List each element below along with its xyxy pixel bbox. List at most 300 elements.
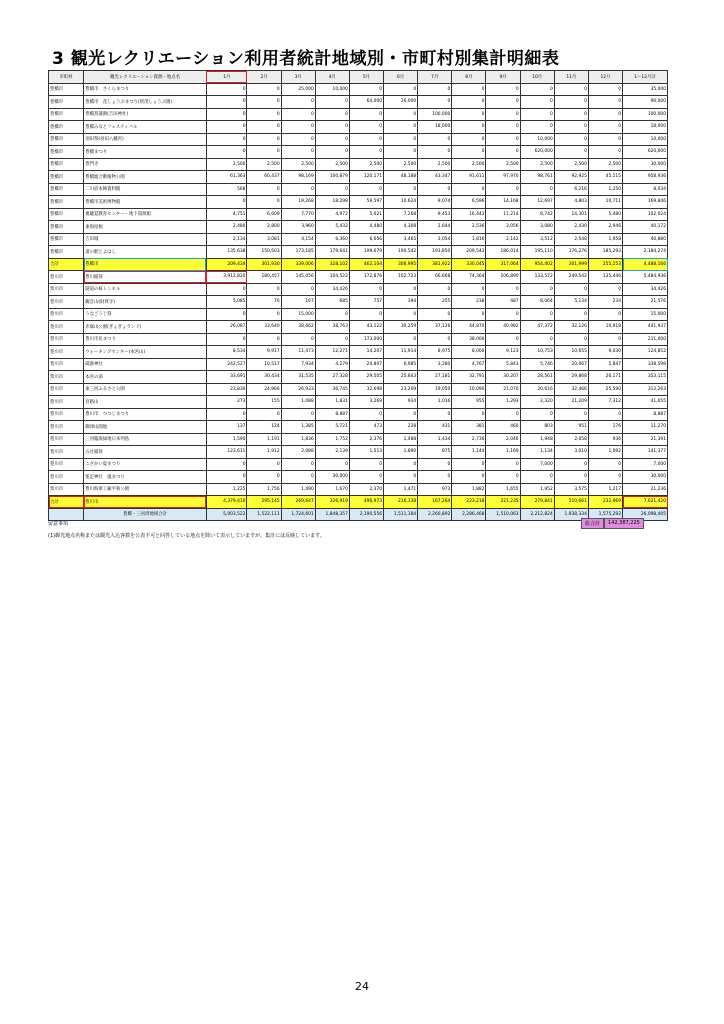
value-cell: 0: [349, 408, 383, 421]
value-cell: 19,268: [281, 196, 315, 209]
value-cell: 3,056: [486, 221, 520, 234]
value-cell: 685: [315, 296, 349, 309]
value-cell: 223,218: [452, 496, 486, 509]
value-cell: 2,500: [349, 158, 383, 171]
value-cell: 0: [384, 146, 418, 159]
value-cell: 328,102: [315, 258, 349, 271]
value-cell: 8,887: [315, 408, 349, 421]
city-cell: 豊橋市: [49, 171, 84, 184]
value-cell: 4,972: [315, 208, 349, 221]
value-cell: 0: [554, 458, 588, 471]
value-cell: 7,770: [281, 208, 315, 221]
page-number: 24: [355, 980, 369, 993]
value-cell: 5,721: [315, 421, 349, 434]
value-cell: 1,088: [281, 396, 315, 409]
value-cell: 26,098,405: [623, 508, 668, 521]
value-cell: 0: [486, 96, 520, 109]
value-cell: 1,831: [315, 396, 349, 409]
value-cell: 0: [486, 133, 520, 146]
value-cell: 2,376: [349, 433, 383, 446]
value-cell: 0: [486, 471, 520, 484]
value-cell: 0: [418, 183, 452, 196]
value-cell: 135,446: [588, 271, 622, 284]
table-header-row: [49, 71, 668, 84]
value-cell: 173,185: [281, 246, 315, 259]
value-cell: 216,138: [384, 496, 418, 509]
value-cell: 4,767: [452, 358, 486, 371]
value-cell: 0: [520, 333, 554, 346]
grand-total-value: 142,387,225: [604, 518, 644, 529]
value-cell: 2,212,824: [520, 508, 554, 521]
value-cell: 1,958: [588, 233, 622, 246]
value-cell: 106,890: [486, 271, 520, 284]
value-cell: 568: [206, 183, 247, 196]
value-cell: 2,644: [418, 221, 452, 234]
spot-name-cell: うなごうじ祭: [84, 308, 207, 321]
value-cell: 0: [281, 183, 315, 196]
value-cell: 0: [349, 471, 383, 484]
value-cell: 2,500: [418, 158, 452, 171]
city-cell: 豊川市: [49, 433, 84, 446]
spot-name-cell: 隧道の桜トンネル: [84, 283, 207, 296]
value-cell: 0: [247, 108, 281, 121]
table-row: [49, 121, 668, 134]
value-cell: 0: [520, 408, 554, 421]
value-cell: 0: [588, 133, 622, 146]
value-cell: 3,280: [418, 358, 452, 371]
spot-name-cell: 豊川市民まつり: [84, 333, 207, 346]
value-cell: 0: [384, 471, 418, 484]
value-cell: 0: [486, 458, 520, 471]
city-cell: 豊川市: [49, 471, 84, 484]
value-cell: 0: [452, 183, 486, 196]
value-cell: 5,432: [315, 221, 349, 234]
value-cell: 2,430: [554, 221, 588, 234]
value-cell: 5,480: [588, 208, 622, 221]
value-cell: 0: [418, 146, 452, 159]
table-row: [49, 483, 668, 496]
subtotal-row: [49, 496, 668, 509]
value-cell: 2,134: [206, 233, 247, 246]
spot-name-cell: 東三河ふるさと公園: [84, 383, 207, 396]
table-row: [49, 108, 668, 121]
value-cell: 3,010: [554, 446, 588, 459]
spot-name-cell: 豊橋・三河湾地域合計: [84, 508, 207, 521]
value-cell: 0: [206, 108, 247, 121]
city-cell: 豊橋市: [49, 133, 84, 146]
value-cell: 11,270: [623, 421, 668, 434]
value-cell: 5,134: [554, 296, 588, 309]
value-cell: 100,000: [418, 108, 452, 121]
value-cell: 0: [418, 96, 452, 109]
spot-name-cell: 豊門寺: [84, 158, 207, 171]
value-cell: 61,363: [206, 171, 247, 184]
value-cell: 167: [281, 296, 315, 309]
spot-name-cell: 視聴覚教育センター・地下資源館: [84, 208, 207, 221]
value-cell: 958,936: [623, 171, 668, 184]
value-cell: 141,377: [623, 446, 668, 459]
value-cell: 0: [247, 458, 281, 471]
table-row: [49, 246, 668, 259]
value-cell: 2,500: [588, 158, 622, 171]
value-cell: 0: [452, 83, 486, 96]
table-row: [49, 296, 668, 309]
value-cell: 27,328: [315, 371, 349, 384]
value-cell: 462,104: [349, 258, 383, 271]
value-cell: 0: [247, 308, 281, 321]
value-cell: 11,214: [486, 208, 520, 221]
city-cell: 豊橋市: [49, 233, 84, 246]
value-cell: 0: [486, 83, 520, 96]
value-cell: 0: [588, 333, 622, 346]
value-cell: 0: [281, 283, 315, 296]
value-cell: 2,536: [452, 221, 486, 234]
value-cell: 353,115: [623, 371, 668, 384]
value-cell: 0: [418, 83, 452, 96]
spot-name-cell: 本宮の湯: [84, 371, 207, 384]
value-cell: 18,298: [315, 196, 349, 209]
value-cell: 238: [452, 296, 486, 309]
column-header: 6月: [384, 71, 418, 84]
value-cell: 0: [486, 146, 520, 159]
value-cell: 3,080: [520, 221, 554, 234]
value-cell: 102,024: [623, 208, 668, 221]
value-cell: 4,480: [349, 221, 383, 234]
value-cell: 0: [384, 108, 418, 121]
value-cell: 0: [554, 308, 588, 321]
value-cell: 1,752: [315, 433, 349, 446]
city-cell: 豊川市: [49, 371, 84, 384]
grand-total-box: [581, 518, 644, 529]
value-cell: 98,761: [520, 171, 554, 184]
value-cell: 23,209: [384, 383, 418, 396]
spot-name-cell: 豊橋まつり: [84, 146, 207, 159]
value-cell: 1,655: [486, 483, 520, 496]
table-row: [49, 321, 668, 334]
value-cell: 620,000: [520, 146, 554, 159]
value-cell: 1,513: [349, 446, 383, 459]
city-cell: 豊川市: [49, 483, 84, 496]
value-cell: 38,763: [315, 321, 349, 334]
spot-name-cell: 宮路山: [84, 396, 207, 409]
value-cell: 0: [206, 96, 247, 109]
value-cell: 0: [206, 83, 247, 96]
value-cell: 2,286,468: [452, 508, 486, 521]
city-cell: 豊川市: [49, 283, 84, 296]
value-cell: 5,843: [486, 358, 520, 371]
value-cell: 0: [520, 471, 554, 484]
city-cell: 豊川市: [49, 358, 84, 371]
value-cell: 0: [349, 121, 383, 134]
value-cell: 20,067: [554, 358, 588, 371]
value-cell: 2,142: [486, 233, 520, 246]
value-cell: 3,575: [554, 483, 588, 496]
value-cell: 32,791: [452, 371, 486, 384]
value-cell: 1,836: [281, 433, 315, 446]
value-cell: 0: [554, 333, 588, 346]
page-title: 3 観光レクリエーション利用者統計地域別・市町村別集計明細表: [52, 49, 560, 69]
spot-name-cell: 豊橋みなとフェスティバル: [84, 121, 207, 134]
value-cell: 0: [588, 283, 622, 296]
spot-name-cell: 東海屋根: [84, 221, 207, 234]
column-header: 7月: [418, 71, 452, 84]
value-cell: 90,000: [623, 96, 668, 109]
value-cell: 7,621,420: [623, 496, 668, 509]
value-cell: 2,500: [452, 158, 486, 171]
value-cell: 10,517: [247, 358, 281, 371]
value-cell: 0: [206, 458, 247, 471]
value-cell: 23,830: [206, 383, 247, 396]
value-cell: 0: [486, 183, 520, 196]
table-row: [49, 421, 668, 434]
value-cell: 2,139: [315, 446, 349, 459]
value-cell: 381,922: [418, 258, 452, 271]
value-cell: 6,216: [554, 183, 588, 196]
value-cell: 37,126: [418, 321, 452, 334]
value-cell: 6,985: [384, 358, 418, 371]
value-cell: 193,850: [418, 246, 452, 259]
value-cell: 2,260,892: [418, 508, 452, 521]
value-cell: 0: [384, 133, 418, 146]
city-cell: 豊川市: [49, 446, 84, 459]
city-cell: 豊川市: [49, 308, 84, 321]
table-row: [49, 308, 668, 321]
value-cell: 16,443: [452, 208, 486, 221]
value-cell: 330,045: [452, 258, 486, 271]
value-cell: 0: [588, 308, 622, 321]
value-cell: 97,970: [486, 171, 520, 184]
notes: [48, 518, 325, 542]
value-cell: 0: [452, 408, 486, 421]
value-cell: 228: [384, 421, 418, 434]
value-cell: 0: [281, 108, 315, 121]
value-cell: 5,484,936: [623, 271, 668, 284]
value-cell: 0: [418, 308, 452, 321]
spot-name-cell: 道の駅とよはし: [84, 246, 207, 259]
value-cell: 0: [554, 283, 588, 296]
spot-name-cell: 吉田城: [84, 233, 207, 246]
value-cell: 1,882: [452, 483, 486, 496]
value-cell: 7,312: [588, 396, 622, 409]
value-cell: 40,172: [623, 221, 668, 234]
value-cell: 381: [452, 421, 486, 434]
column-header: 3月: [281, 71, 315, 84]
city-cell: 豊橋市: [49, 246, 84, 259]
table-row: [49, 208, 668, 221]
value-cell: 7,268: [384, 208, 418, 221]
value-cell: 36,745: [315, 383, 349, 396]
value-cell: 460: [486, 421, 520, 434]
value-cell: 133,572: [520, 271, 554, 284]
value-cell: 620,000: [623, 146, 668, 159]
value-cell: 2,500: [486, 158, 520, 171]
value-cell: 21,391: [623, 433, 668, 446]
value-cell: 0: [452, 458, 486, 471]
value-cell: 0: [247, 121, 281, 134]
value-cell: 0: [247, 333, 281, 346]
value-cell: 135,638: [206, 246, 247, 259]
value-cell: 0: [554, 121, 588, 134]
value-cell: 0: [486, 408, 520, 421]
value-cell: 0: [384, 283, 418, 296]
value-cell: 0: [315, 333, 349, 346]
column-header: 1～12月計: [623, 71, 668, 84]
value-cell: 0: [486, 121, 520, 134]
value-cell: 0: [384, 308, 418, 321]
table-row: [49, 433, 668, 446]
city-cell: 豊川市: [49, 396, 84, 409]
value-cell: 2,500: [384, 158, 418, 171]
value-cell: 120,171: [349, 171, 383, 184]
value-cell: 0: [281, 333, 315, 346]
city-cell: 豊橋市: [49, 96, 84, 109]
value-cell: 2,500: [247, 158, 281, 171]
value-cell: 3,465: [384, 233, 418, 246]
value-cell: 1,948: [520, 433, 554, 446]
value-cell: 150,503: [247, 246, 281, 259]
value-cell: 0: [554, 408, 588, 421]
subtotal-row: [49, 258, 668, 271]
table-row: [49, 408, 668, 421]
value-cell: 43,122: [349, 321, 383, 334]
value-cell: 0: [554, 471, 588, 484]
value-cell: 35,000: [623, 83, 668, 96]
column-header: 10月: [520, 71, 554, 84]
table-row: [49, 346, 668, 359]
value-cell: 30,000: [315, 471, 349, 484]
value-cell: 0: [588, 458, 622, 471]
city-cell: 豊橋市: [49, 183, 84, 196]
value-cell: 155: [247, 396, 281, 409]
value-cell: 0: [418, 333, 452, 346]
notes-line: (1)観光地点名称または観光入込客数を公表不可と回答している地点を除いて表示していますが、集計には反映しています。: [48, 533, 325, 539]
city-cell: 豊川市: [49, 321, 84, 334]
value-cell: 8,000: [452, 346, 486, 359]
value-cell: 0: [281, 96, 315, 109]
value-cell: 301,999: [554, 258, 588, 271]
value-cell: 955: [452, 396, 486, 409]
value-cell: 0: [315, 308, 349, 321]
value-cell: 0: [588, 121, 622, 134]
value-cell: 255,253: [588, 258, 622, 271]
value-cell: 4,154: [281, 233, 315, 246]
value-cell: 973: [418, 483, 452, 496]
value-cell: 0: [520, 83, 554, 96]
value-cell: 180,457: [247, 271, 281, 284]
value-cell: 28,561: [520, 371, 554, 384]
value-cell: 0: [247, 471, 281, 484]
value-cell: 0: [554, 96, 588, 109]
value-cell: 1,522,111: [247, 508, 281, 521]
value-cell: 1,890: [384, 446, 418, 459]
city-cell: 豊川市: [49, 333, 84, 346]
value-cell: 10,000: [520, 133, 554, 146]
value-cell: 8,742: [520, 208, 554, 221]
value-cell: 0: [452, 133, 486, 146]
value-cell: 20,616: [520, 383, 554, 396]
city-cell: 豊川市: [49, 408, 84, 421]
city-cell: 豊川市: [49, 346, 84, 359]
spot-name-cell: 豊川市: [84, 496, 207, 509]
column-header: 9月: [486, 71, 520, 84]
value-cell: 102,723: [384, 271, 418, 284]
value-cell: 33,691: [206, 371, 247, 384]
value-cell: 21,209: [554, 396, 588, 409]
value-cell: 91,611: [452, 171, 486, 184]
column-header: 1月: [206, 71, 247, 84]
table-row: [49, 83, 668, 96]
value-cell: 0: [418, 283, 452, 296]
value-cell: 0: [315, 146, 349, 159]
value-cell: 431: [418, 421, 452, 434]
value-cell: 7,000: [520, 458, 554, 471]
spot-name-cell: 羽田祭(羽田八幡宮): [84, 133, 207, 146]
value-cell: 2,500: [315, 158, 349, 171]
value-cell: 5,746: [520, 358, 554, 371]
value-cell: 0: [206, 146, 247, 159]
value-cell: 2,190,556: [349, 508, 383, 521]
value-cell: 9,453: [418, 208, 452, 221]
value-cell: 1,590: [206, 433, 247, 446]
value-cell: 0: [206, 333, 247, 346]
table-row: [49, 233, 668, 246]
value-cell: 2,480: [206, 221, 247, 234]
value-cell: 0: [384, 458, 418, 471]
city-cell: 豊橋市: [49, 146, 84, 159]
value-cell: 441,937: [623, 321, 668, 334]
spot-name-cell: 赤塚山公園(ぎょぎょランド): [84, 321, 207, 334]
value-cell: 2,370: [349, 483, 383, 496]
table-row: [49, 171, 668, 184]
value-cell: 44,870: [452, 321, 486, 334]
value-cell: 123,611: [206, 446, 247, 459]
spot-name-cell: 二川宿本陣資料館: [84, 183, 207, 196]
value-cell: 1,952: [520, 483, 554, 496]
value-cell: 18,000: [418, 121, 452, 134]
value-cell: 875: [418, 446, 452, 459]
city-cell: 合計: [49, 496, 84, 509]
spot-name-cell: 豊川市 つつじまつり: [84, 408, 207, 421]
value-cell: 45,115: [588, 171, 622, 184]
value-cell: 0: [206, 121, 247, 134]
value-cell: 273: [206, 396, 247, 409]
value-cell: 176: [588, 421, 622, 434]
value-cell: 0: [281, 458, 315, 471]
table-row: [49, 358, 668, 371]
value-cell: 0: [247, 196, 281, 209]
value-cell: 0: [349, 133, 383, 146]
value-cell: 1,293: [486, 396, 520, 409]
value-cell: 8,887: [623, 408, 668, 421]
value-cell: 1,217: [588, 483, 622, 496]
value-cell: 32,466: [554, 383, 588, 396]
value-cell: 301,930: [247, 258, 281, 271]
table-row: [49, 458, 668, 471]
value-cell: 221,235: [486, 496, 520, 509]
value-cell: 8,975: [418, 346, 452, 359]
value-cell: 48,188: [384, 171, 418, 184]
value-cell: 29,868: [554, 371, 588, 384]
spot-name-cell: 豊橋市 さくらまつり: [84, 83, 207, 96]
value-cell: 0: [588, 146, 622, 159]
city-cell: 豊川市: [49, 296, 84, 309]
value-cell: 269,647: [281, 496, 315, 509]
value-cell: 5,003,522: [206, 508, 247, 521]
city-cell: 豊橋市: [49, 196, 84, 209]
table-row: [49, 383, 668, 396]
value-cell: 1,169: [486, 446, 520, 459]
statistics-table: [48, 70, 668, 521]
